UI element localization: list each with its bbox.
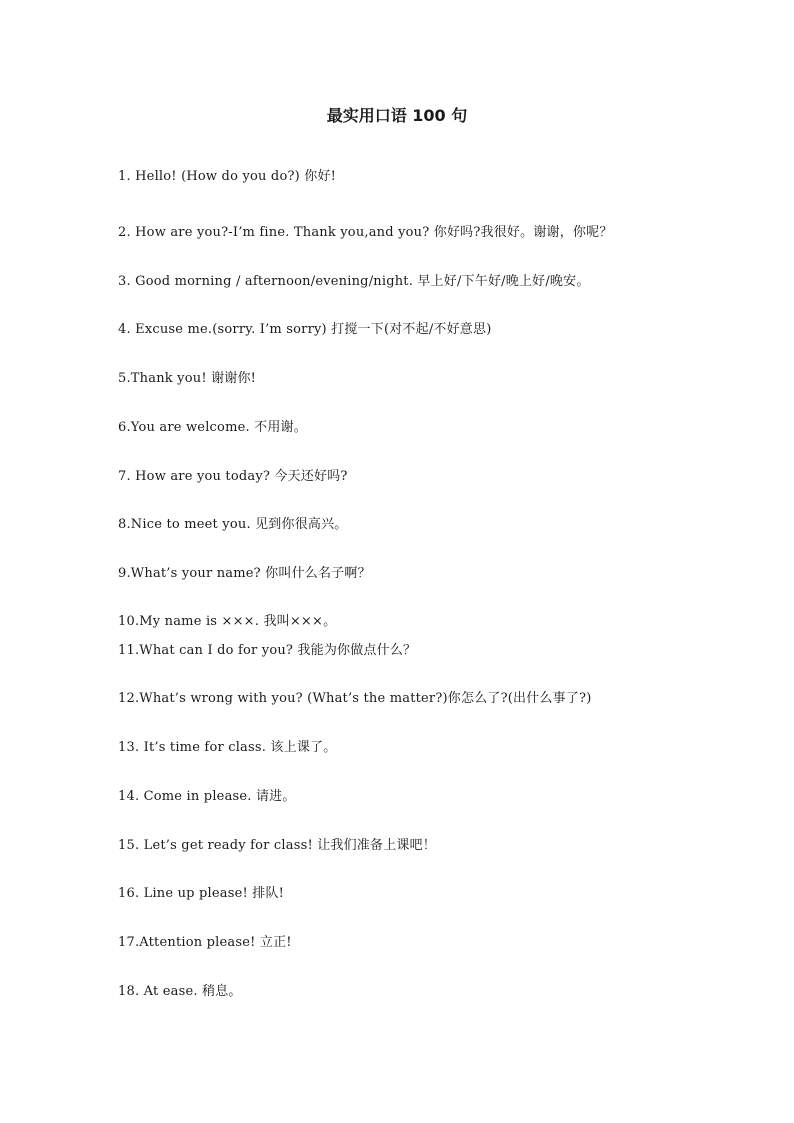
phrase-line-2: 2. How are you?-I’m fine. Thank you,and you? 你好吗?我很好。谢谢，你呢？ xyxy=(118,225,613,240)
phrase-line-5: 5.Thank you! 谢谢你! xyxy=(118,371,257,386)
phrase-line-1: 1. Hello! (How do you do?) 你好! xyxy=(118,169,337,184)
phrase-line-16: 16. Line up please! 排队! xyxy=(118,886,285,901)
phrase-line-6: 6.You are welcome. 不用谢。 xyxy=(118,420,307,435)
phrase-line-7: 7. How are you today? 今天还好吗? xyxy=(118,469,348,484)
phrase-line-13: 13. It’s time for class. 该上课了。 xyxy=(118,740,337,755)
phrase-line-14: 14. Come in please. 请进。 xyxy=(118,789,296,804)
phrase-line-8: 8.Nice to meet you. 见到你很高兴。 xyxy=(118,517,348,532)
phrase-line-10: 10.My name is ×××. 我叫×××。 xyxy=(118,614,337,629)
phrase-line-4: 4. Excuse me.(sorry. I’m sorry) 打搅一下(对不起/不好意思) xyxy=(118,322,492,337)
phrase-line-11: 11.What can I do for you? 我能为你做点什么？ xyxy=(118,643,417,658)
phrase-line-15: 15. Let’s get ready for class! 让我们准备上课吧！ xyxy=(118,838,436,853)
document-title: 最实用口语 100 句 xyxy=(326,106,468,125)
phrase-line-17: 17.Attention please! 立正! xyxy=(118,935,292,950)
phrase-line-12: 12.What’s wrong with you? (What’s the matter?)你怎么了?(出什么事了?) xyxy=(118,691,592,706)
phrase-line-9: 9.What’s your name? 你叫什么名子啊？ xyxy=(118,566,371,581)
phrase-line-3: 3. Good morning / afternoon/evening/night. 早上好/下午好/晚上好/晚安。 xyxy=(118,274,590,289)
phrase-line-18: 18. At ease. 稍息。 xyxy=(118,984,242,999)
